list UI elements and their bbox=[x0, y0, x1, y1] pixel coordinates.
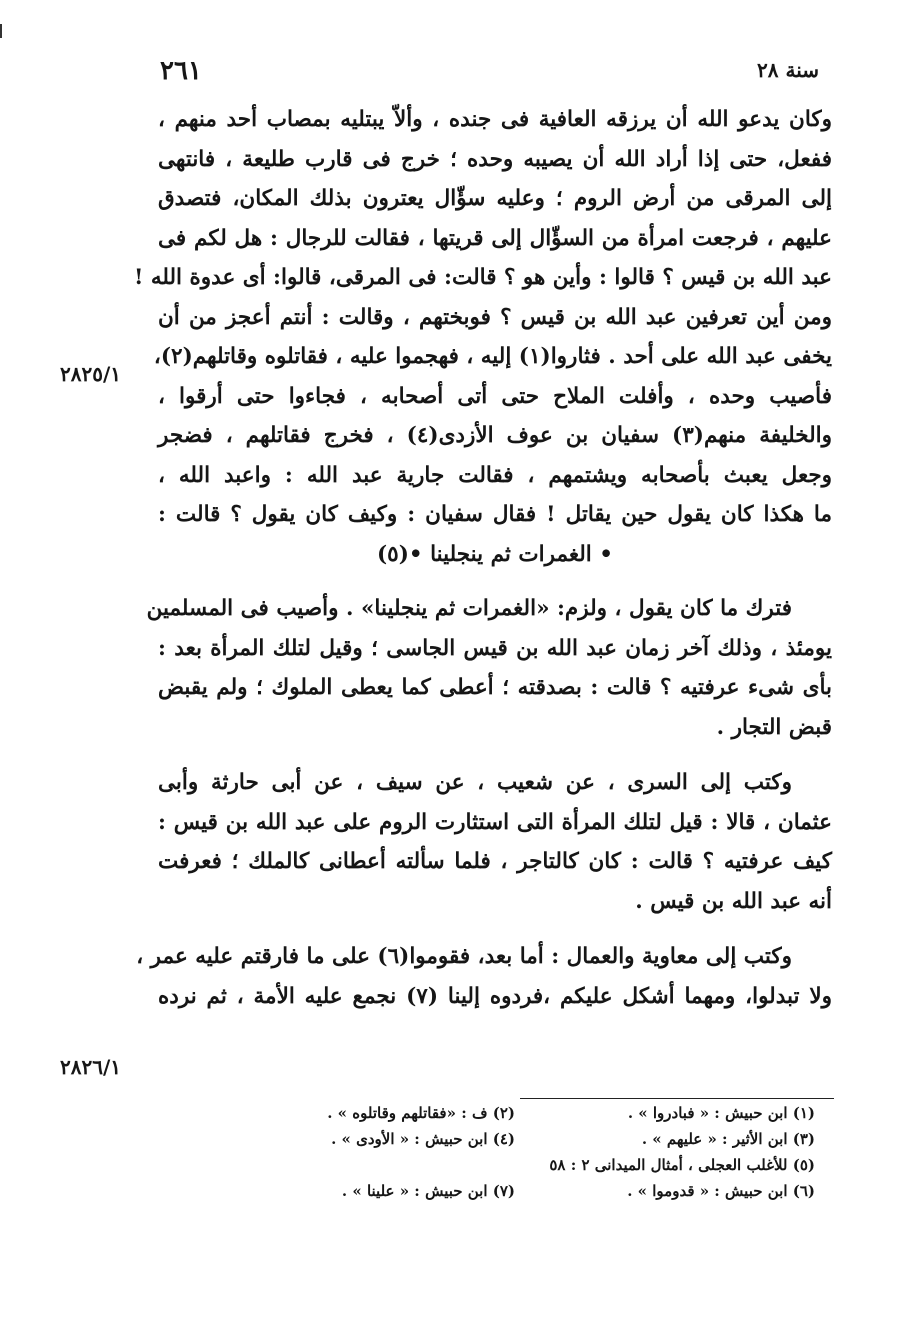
paragraph-gap bbox=[158, 921, 832, 937]
footnote-rule bbox=[520, 1098, 834, 1099]
text-line: قبض التجار . bbox=[716, 714, 832, 740]
text-line: يخفى عبد الله على أحد . فثاروا(١) إليه ، فهجموا عليه ، فقاتلوه وقاتلهم(٢)، bbox=[153, 344, 832, 369]
text-line: أنه عبد الله بن قيس . bbox=[635, 888, 832, 914]
running-head-year: سنة ٢٨ bbox=[757, 58, 819, 82]
text-line: وجعل يعبث بأصحابه ويشتمهم ، فقالت جارية عبد الله : واعبد الله ، bbox=[158, 462, 832, 488]
footnote: (٧) ابن حبيش : « علينا » . bbox=[341, 1182, 515, 1200]
footnotes bbox=[215, 1100, 815, 1204]
footnote-row bbox=[215, 1178, 815, 1204]
footnote-row bbox=[215, 1100, 815, 1126]
footnote: (١) ابن حبيش : « فبادروا » . bbox=[627, 1104, 815, 1122]
margin-reference: ٢٨٢٦/١ bbox=[60, 1055, 122, 1079]
text-line: بأى شىء عرفتيه ؟ قالت : بصدقته ؛ أعطى كما يعطى الملوك ؛ ولم يقبض bbox=[158, 675, 832, 700]
text-line: وكتب إلى معاوية والعمال : أما بعد، فقوموا(٦) على ما فارقتم عليه عمر ، bbox=[136, 944, 792, 969]
text-line: كيف عرفتيه ؟ قالت : كان كالتاجر ، فلما سألته أعطانى كالملك ؛ فعرفت bbox=[158, 849, 832, 874]
footnote: (٥) للأغلب العجلى ، أمثال الميدانى ٢ : ٥٨ bbox=[549, 1156, 815, 1174]
text-line: وكتب إلى السرى ، عن شعيب ، عن سيف ، عن أبى حارثة وأبى bbox=[158, 770, 792, 795]
footnote-row bbox=[215, 1152, 815, 1178]
paragraph-gap bbox=[158, 574, 832, 589]
paragraph-2 bbox=[146, 589, 832, 747]
text-line: وكان يدعو الله أن يرزقه العافية فى جنده ، وألاّ يبتليه بمصاب أحد منهم ، bbox=[158, 107, 832, 132]
page-number: ٢٦١ bbox=[160, 56, 202, 86]
paragraph-gap bbox=[158, 747, 832, 763]
text-line: إلى المرقى من أرض الروم ؛ وعليه سؤّال يعترون بذلك المكان، فتصدق bbox=[158, 186, 832, 211]
paragraph-3 bbox=[158, 763, 832, 921]
text-line: عبد الله بن قيس ؟ قالوا : وأين هو ؟ قالت: فى المرقى، قالوا: أى عدوة الله ! bbox=[133, 265, 832, 290]
margin-reference: ٢٨٢٥/١ bbox=[60, 362, 122, 386]
footnote: (٤) ابن حبيش : « الأودى » . bbox=[331, 1130, 515, 1148]
text-line: ومن أين تعرفين عبد الله بن قيس ؟ فوبختهم ، وقالت : أنتم أعجز من أن bbox=[158, 304, 832, 330]
scan-edge-mark bbox=[0, 24, 2, 38]
text-line: ما هكذا كان يقول حين يقاتل ! فقال سفيان : وكيف كان يقول ؟ قالت : bbox=[158, 502, 832, 527]
verse-line: • الغمرات ثم ينجلينا •(٥) bbox=[376, 541, 614, 567]
text-line: والخليفة منهم(٣) سفيان بن عوف الأزدى(٤) ، فخرج فقاتلهم ، فضجر bbox=[158, 423, 832, 448]
paragraph-4 bbox=[136, 937, 832, 1016]
paragraph-1 bbox=[133, 100, 832, 574]
footnote: (٣) ابن الأثير : « عليهم » . bbox=[641, 1130, 815, 1148]
text-line: ولا تبدلوا، ومهما أشكل عليكم ،فردوه إلينا (٧) نجمع عليه الأمة ، ثم نرده bbox=[158, 983, 832, 1009]
footnote-row bbox=[215, 1126, 815, 1152]
text-line: فأصيب وحده ، وأفلت الملاح حتى أتى أصحابه ، فجاءوا حتى أرقوا ، bbox=[158, 383, 832, 409]
footnote: (٢) ف : «فقاتلهم وقاتلوه » . bbox=[327, 1104, 515, 1122]
footnote: (٦) ابن حبيش : « قدوموا » . bbox=[627, 1182, 815, 1200]
text-line: يومئذ ، وذلك آخر زمان عبد الله بن قيس الجاسى ؛ وقيل لتلك المرأة بعد : bbox=[158, 635, 832, 661]
text-line: عليهم ، فرجعت امرأة من السؤّال إلى قريتها ، فقالت للرجال : هل لكم فى bbox=[158, 225, 832, 251]
text-line: ففعل، حتى إذا أراد الله أن يصيبه وحده ؛ خرج فى قارب طليعة ، فانتهى bbox=[158, 146, 832, 172]
text-line: فترك ما كان يقول ، ولزم: «الغمرات ثم ينجلينا» . وأصيب فى المسلمين bbox=[146, 596, 792, 621]
text-line: عثمان ، قالا : قيل لتلك المرأة التى استثارت الروم على عبد الله بن قيس : bbox=[158, 809, 832, 835]
main-text bbox=[133, 100, 832, 1016]
